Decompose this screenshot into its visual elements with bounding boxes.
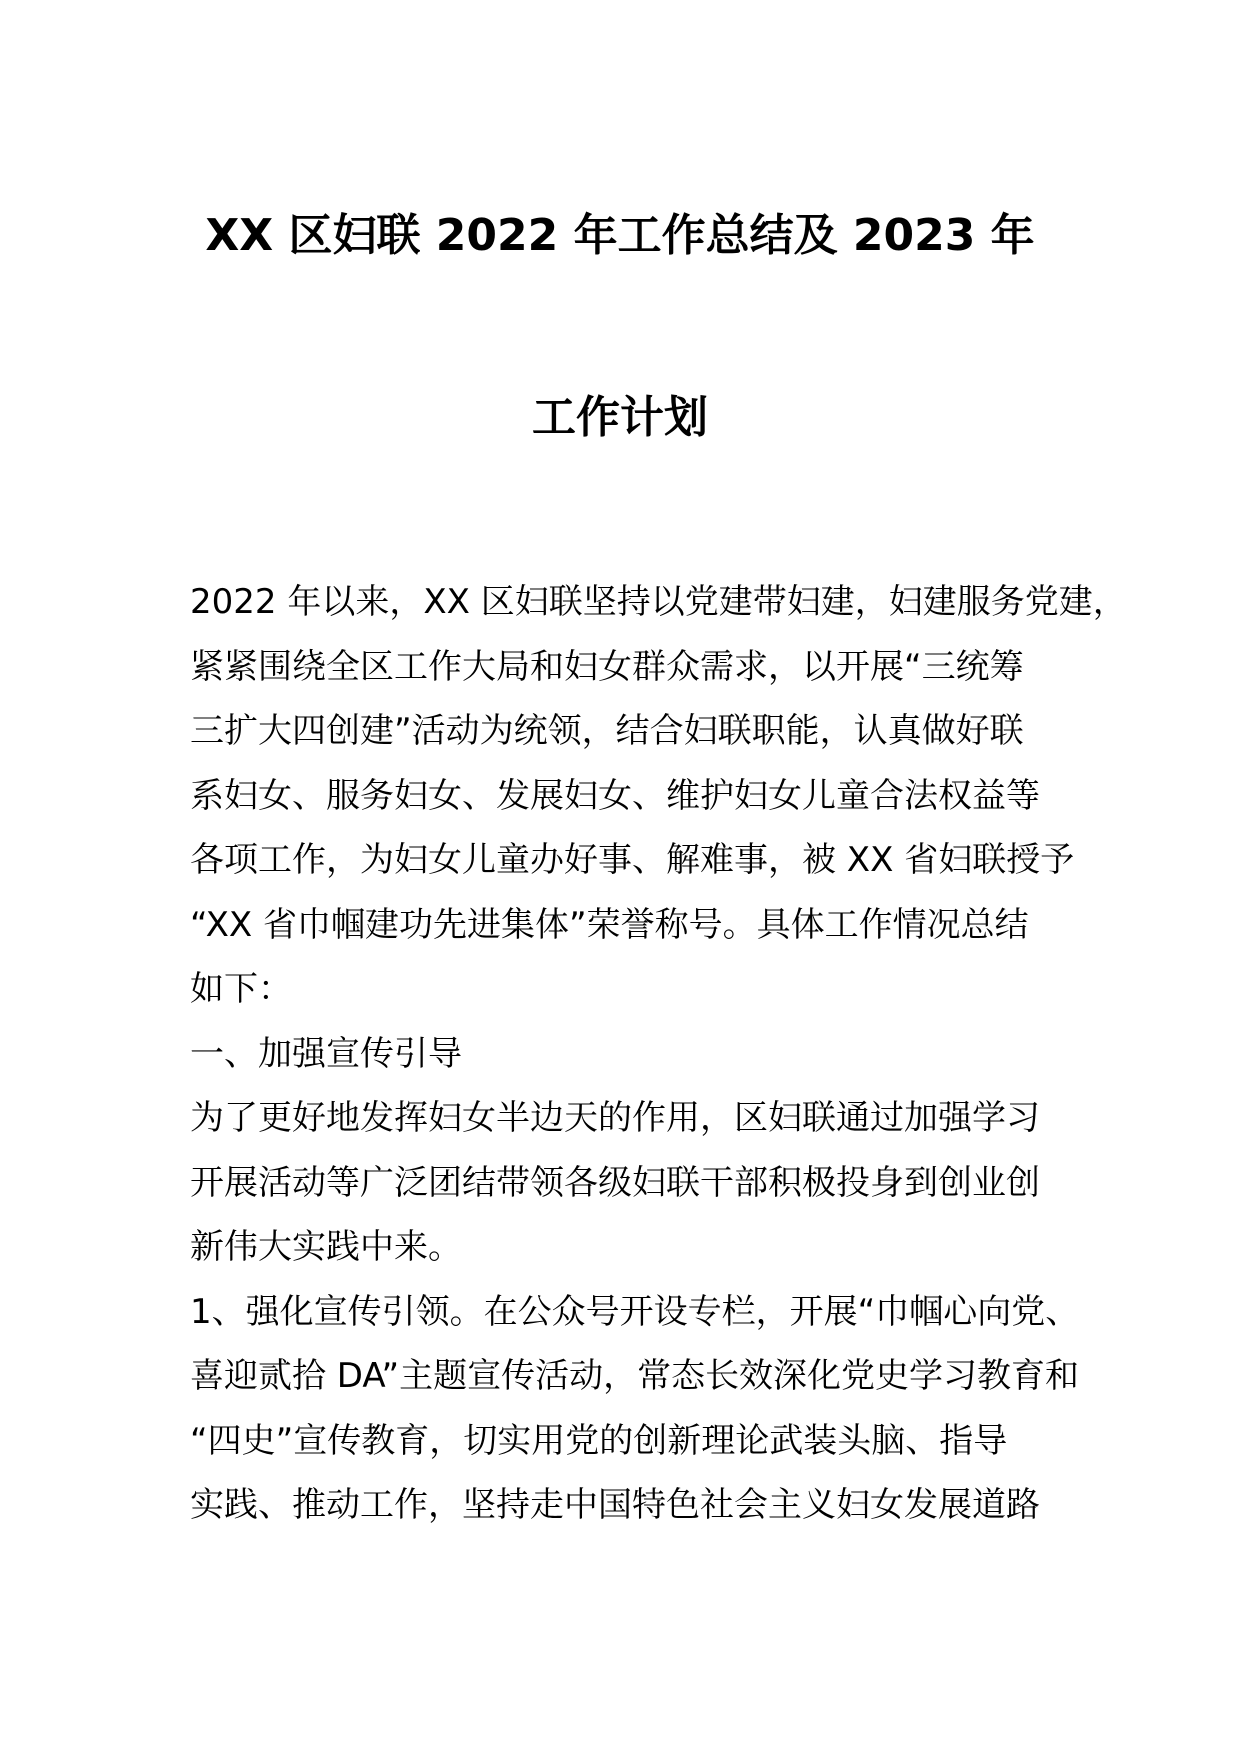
- body-line: 紧紧围绕全区工作大局和妇女群众需求，以开展“三统筹: [190, 646, 1024, 687]
- body-line: 新伟大实践中来。: [190, 1227, 462, 1267]
- body-line: 系妇女、服务妇女、发展妇女、维护妇女儿童合法权益等: [190, 775, 1040, 816]
- document-body: [190, 570, 1127, 1538]
- document-title-line-2: 工作计划: [532, 392, 708, 443]
- body-line: 2022 年以来，XX 区妇联坚持以党建带妇建，妇建服务党建，: [190, 582, 1127, 622]
- body-line: 1、强化宣传引领。在公众号开设专栏，开展“巾帼心向党、: [190, 1291, 1080, 1332]
- body-line: 实践、推动工作，坚持走中国特色社会主义妇女发展道路: [190, 1485, 1040, 1525]
- section-heading: 一、加强宣传引导: [190, 1033, 462, 1074]
- body-line: 如下：: [190, 969, 292, 1009]
- body-line: “XX 省巾帼建功先进集体”荣誉称号。具体工作情况总结: [190, 904, 1029, 945]
- body-line: 为了更好地发挥妇女半边天的作用，区妇联通过加强学习: [190, 1098, 1040, 1138]
- document-title-line-1: XX 区妇联 2022 年工作总结及 2023 年: [205, 210, 1035, 261]
- body-line: 喜迎贰拾 DA”主题宣传活动，常态长效深化党史学习教育和: [190, 1356, 1080, 1396]
- body-line: 三扩大四创建”活动为统领，结合妇联职能，认真做好联: [190, 711, 1024, 751]
- body-line: 各项工作，为妇女儿童办好事、解难事，被 XX 省妇联授予: [190, 840, 1075, 880]
- body-line: 开展活动等广泛团结带领各级妇联干部积极投身到创业创: [190, 1162, 1040, 1203]
- body-line: “四史”宣传教育，切实用党的创新理论武装头脑、指导: [190, 1420, 1008, 1461]
